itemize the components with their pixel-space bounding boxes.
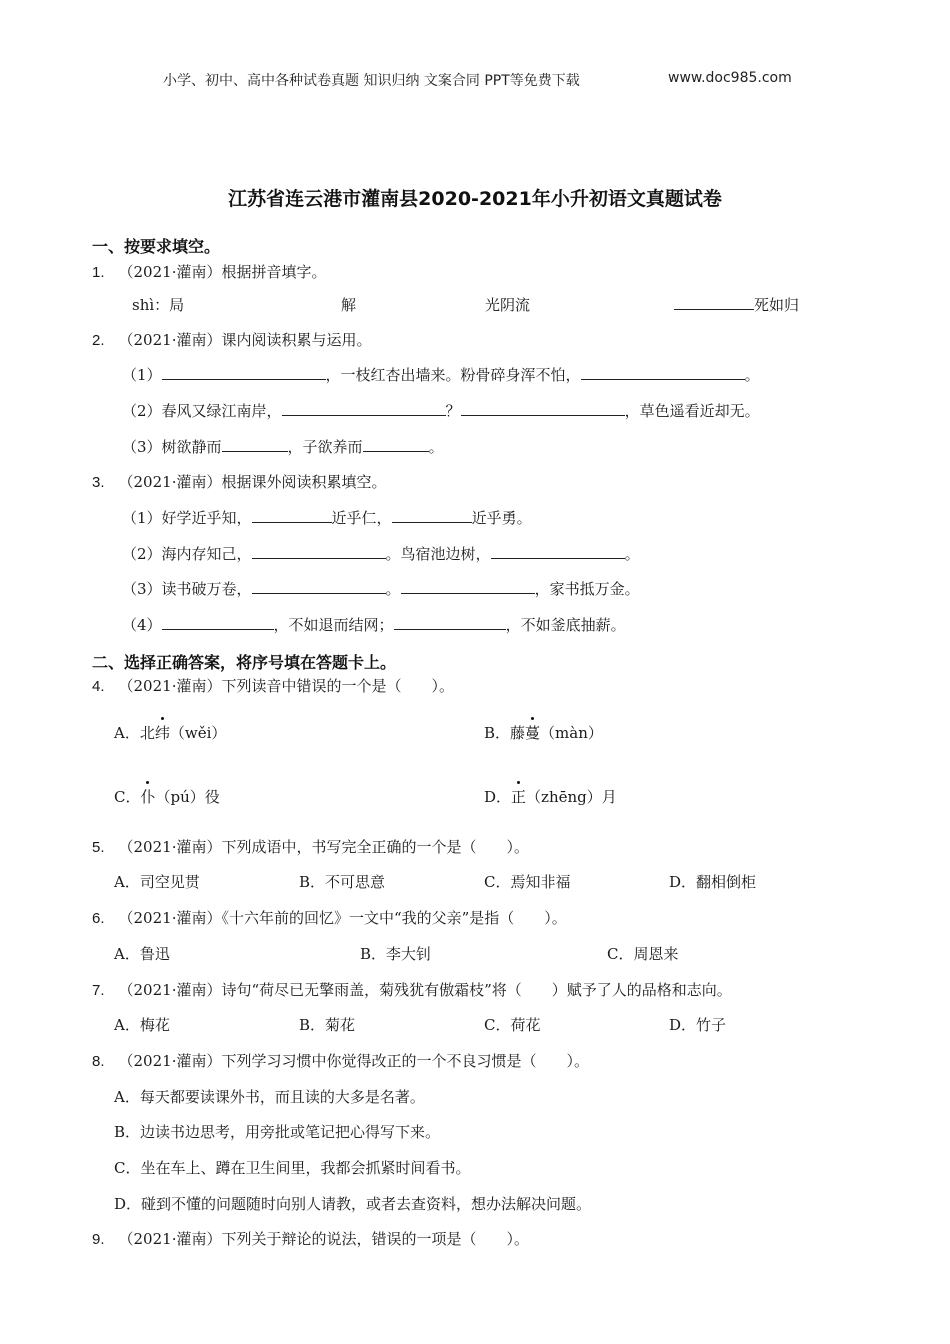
answer-blank[interactable]	[252, 508, 332, 523]
line-text: ？	[445, 402, 461, 420]
answer-blank[interactable]	[461, 401, 625, 416]
question-1	[92, 261, 326, 282]
answer-blank[interactable]	[162, 365, 326, 380]
q6-option-a[interactable]: A．鲁迅	[114, 945, 170, 963]
answer-blank[interactable]	[401, 579, 535, 594]
question-prompt: （2021·灌南）下列关于辩论的说法，错误的一项是（ ）。	[118, 1230, 529, 1248]
pinyin-label: shì：	[132, 296, 170, 314]
line-text: 。鸟宿池边树，	[385, 545, 491, 563]
question-number: 9.	[92, 1231, 105, 1248]
answer-blank[interactable]	[491, 544, 625, 559]
line-text: ，子欲养而	[287, 438, 363, 456]
answer-blank[interactable]	[162, 615, 274, 630]
emphasis-char: 蔓	[525, 724, 541, 742]
question-number: 8.	[92, 1053, 105, 1070]
q5-option-a[interactable]: A．司空见贯	[114, 873, 200, 891]
q6-option-b[interactable]: B．李大钊	[360, 945, 432, 963]
line-text: ，家书抵万金。	[534, 580, 640, 598]
question-3	[92, 471, 386, 492]
line-text: （2）春风又绿江南岸，	[122, 402, 282, 420]
question-number: 5.	[92, 839, 105, 856]
q1-word-4: 死如归	[754, 296, 800, 314]
q1-word-2: 解	[341, 296, 357, 314]
q5-option-d[interactable]: D．翻相倒柜	[669, 873, 757, 891]
q3-line-3	[122, 578, 640, 599]
option-suffix: （zhēng）月	[526, 788, 617, 806]
answer-blank[interactable]	[363, 437, 429, 452]
line-text: 近乎勇。	[471, 509, 532, 527]
q3-line-1	[122, 507, 532, 528]
option-prefix: D．	[484, 788, 512, 806]
q1-word-3: 光阴流	[485, 296, 531, 314]
q4-option-c[interactable]	[114, 786, 220, 807]
line-text: ，不如釜底抽薪。	[505, 616, 626, 634]
q8-option-d[interactable]: D．碰到不懂的问题随时向别人请教，或者去查资料，想办法解决问题。	[114, 1195, 592, 1213]
line-text: 近乎仁，	[331, 509, 392, 527]
q2-line-1	[122, 364, 760, 385]
q7-option-a[interactable]: A．梅花	[114, 1016, 170, 1034]
question-number: 4.	[92, 678, 105, 695]
option-prefix: A．北	[114, 724, 155, 742]
question-prompt: （2021·灌南）根据拼音填字。	[118, 263, 327, 281]
q7-option-b[interactable]: B．菊花	[299, 1016, 356, 1034]
line-text: 。	[428, 438, 444, 456]
question-prompt: （2021·灌南）下列成语中，书写完全正确的一个是（ ）。	[118, 838, 529, 856]
q8-option-c[interactable]: C．坐在车上、蹲在卫生间里，我都会抓紧时间看书。	[114, 1159, 471, 1177]
q1-item-4	[674, 294, 799, 315]
option-prefix: B．藤	[484, 724, 526, 742]
line-text: （3）树欲静而	[122, 438, 222, 456]
question-number: 1.	[92, 264, 105, 281]
question-number: 7.	[92, 982, 105, 999]
question-prompt: （2021·灌南）下列读音中错误的一个是（ ）。	[118, 677, 454, 695]
line-text: 。	[624, 545, 640, 563]
section-heading-2: 二、选择正确答案，将序号填在答题卡上。	[92, 653, 397, 672]
option-suffix: （wěi）	[169, 724, 227, 742]
q4-option-d[interactable]	[484, 786, 617, 807]
q5-option-b[interactable]: B．不可思意	[299, 873, 386, 891]
q8-option-b[interactable]: B．边读书边思考，用旁批或笔记把心得写下来。	[114, 1123, 441, 1141]
question-9	[92, 1228, 529, 1249]
site-header-left: 小学、初中、高中各种试卷真题 知识归纳 文案合同 PPT等免费下载	[163, 73, 580, 89]
question-number: 6.	[92, 910, 105, 927]
emphasis-char: 纬	[154, 724, 170, 742]
q3-line-4	[122, 614, 626, 635]
option-suffix: （màn）	[540, 724, 603, 742]
question-7	[92, 979, 732, 1000]
q8-option-a[interactable]: A．每天都要读课外书，而且读的大多是名著。	[114, 1088, 425, 1106]
q1-word-1: 局	[169, 296, 185, 314]
line-text: ，不如退而结网；	[273, 616, 394, 634]
q4-option-a[interactable]	[114, 722, 226, 743]
answer-blank[interactable]	[252, 579, 386, 594]
question-prompt: （2021·灌南）《十六年前的回忆》一文中“我的父亲”是指（ ）。	[118, 909, 567, 927]
line-text: ，一枝红杏出墙来。粉骨碎身浑不怕，	[325, 366, 581, 384]
section-heading-1: 一、按要求填空。	[92, 237, 221, 256]
answer-blank[interactable]	[394, 615, 506, 630]
line-text: 。	[385, 580, 401, 598]
line-text: （1）	[122, 366, 162, 384]
answer-blank[interactable]	[674, 295, 754, 310]
question-6	[92, 907, 567, 928]
question-8	[92, 1050, 589, 1071]
question-number: 3.	[92, 474, 105, 491]
question-2	[92, 329, 371, 350]
line-text: （1）好学近乎知，	[122, 509, 252, 527]
line-text: （4）	[122, 616, 162, 634]
q7-option-d[interactable]: D．竹子	[669, 1016, 727, 1034]
q4-option-b[interactable]	[484, 722, 603, 743]
q3-line-2	[122, 543, 640, 564]
answer-blank[interactable]	[581, 365, 745, 380]
q2-line-2	[122, 400, 760, 421]
page-title: 江苏省连云港市灌南县2020-2021年小升初语文真题试卷	[228, 188, 722, 210]
line-text: 。	[744, 366, 760, 384]
line-text: ，草色遥看近却无。	[624, 402, 760, 420]
emphasis-char: 正	[511, 788, 527, 806]
question-prompt: （2021·灌南）下列学习习惯中你觉得改正的一个不良习惯是（ ）。	[118, 1052, 589, 1070]
question-prompt: （2021·灌南）课内阅读积累与运用。	[118, 331, 372, 349]
option-suffix: （pú）役	[155, 788, 220, 806]
answer-blank[interactable]	[222, 437, 288, 452]
question-4	[92, 675, 454, 696]
answer-blank[interactable]	[252, 544, 386, 559]
q1-item-1	[132, 294, 184, 315]
line-text: （3）读书破万卷，	[122, 580, 252, 598]
site-header-url[interactable]: www.doc985.com	[668, 70, 792, 86]
answer-blank[interactable]	[392, 508, 472, 523]
emphasis-char: 仆	[140, 788, 156, 806]
line-text: （2）海内存知己，	[122, 545, 252, 563]
q2-line-3	[122, 436, 444, 457]
q6-option-c[interactable]: C．周恩来	[607, 945, 679, 963]
question-5	[92, 836, 529, 857]
question-number: 2.	[92, 332, 105, 349]
question-prompt: （2021·灌南）根据课外阅读积累填空。	[118, 473, 387, 491]
option-prefix: C．	[114, 788, 141, 806]
q5-option-c[interactable]: C．焉知非福	[484, 873, 571, 891]
q7-option-c[interactable]: C．荷花	[484, 1016, 541, 1034]
answer-blank[interactable]	[282, 401, 446, 416]
question-prompt: （2021·灌南）诗句“荷尽已无擎雨盖，菊残犹有傲霜枝”将（ ）赋予了人的品格和志向。	[118, 981, 732, 999]
